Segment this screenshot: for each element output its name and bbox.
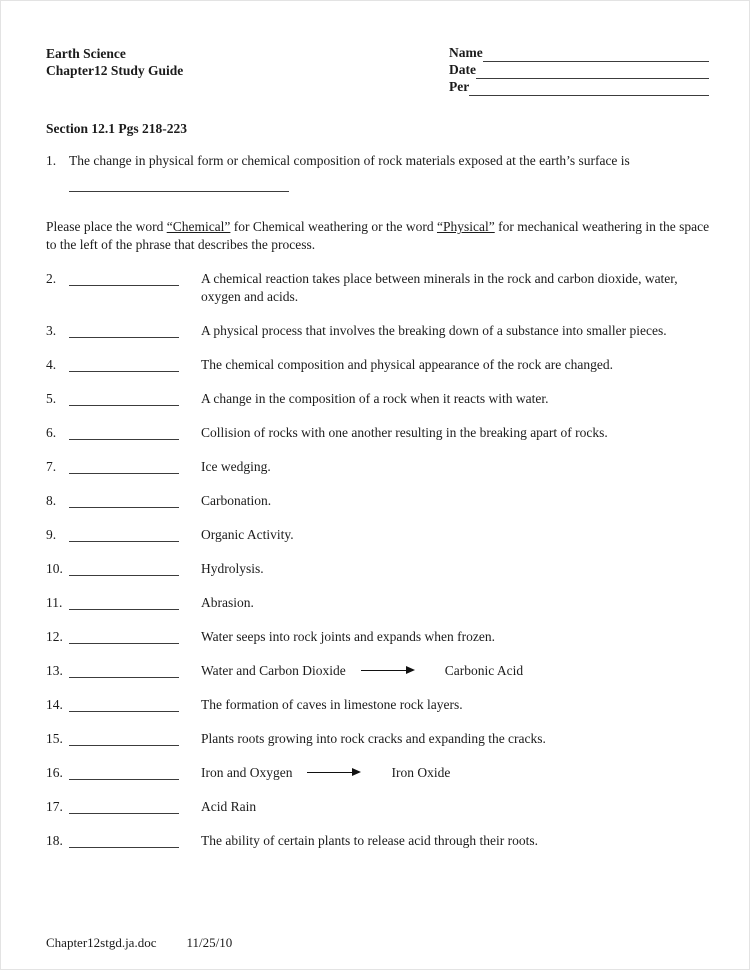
question-text: A change in the composition of a rock when it reacts with water. <box>201 391 549 406</box>
question-number: 13. <box>46 663 63 678</box>
question-text: Collision of rocks with one another resulting in the breaking apart of rocks. <box>201 425 608 440</box>
question-number: 2. <box>46 271 57 286</box>
answer-blank <box>69 492 179 508</box>
question-text: Plants roots growing into rock cracks and expanding the cracks. <box>201 731 546 746</box>
answer-blank <box>69 458 179 474</box>
question-row <box>46 594 709 612</box>
question-text: The change in physical form or chemical composition of rock materials exposed at the earth’s surface is <box>69 153 630 168</box>
answer-blank <box>69 832 179 848</box>
instructions-word-chemical: “Chemical” <box>166 219 231 234</box>
question-text: Hydrolysis. <box>201 561 264 576</box>
question-text: A physical process that involves the breaking down of a substance into smaller pieces. <box>201 323 667 338</box>
question-row <box>46 458 709 476</box>
name-field <box>449 45 709 62</box>
answer-blank <box>69 322 179 338</box>
instructions-mid: for Chemical weathering or the word <box>230 219 437 234</box>
reaction-right: Iron Oxide <box>391 765 451 780</box>
right-arrow-icon <box>361 670 413 672</box>
page-footer <box>46 934 232 952</box>
answer-blank <box>69 628 179 644</box>
answer-blank <box>69 594 179 610</box>
question-number: 4. <box>46 357 57 372</box>
name-field-blank <box>483 47 709 62</box>
question-number: 5. <box>46 391 57 406</box>
question-row <box>46 764 709 782</box>
per-field <box>449 79 709 96</box>
question-number: 14. <box>46 697 63 712</box>
question-text: Organic Activity. <box>201 527 294 542</box>
question-number: 1. <box>46 153 57 168</box>
date-field-label: Date <box>449 62 476 77</box>
answer-blank <box>69 424 179 440</box>
question-1 <box>46 152 709 170</box>
question-row <box>46 628 709 646</box>
question-row <box>46 356 709 374</box>
question-row <box>46 696 709 714</box>
question-text: Abrasion. <box>201 595 254 610</box>
reaction-left: Iron and Oxygen <box>201 765 293 780</box>
instructions-word-physical: “Physical” <box>436 219 495 234</box>
question-row <box>46 270 709 306</box>
question-text: The formation of caves in limestone rock layers. <box>201 697 463 712</box>
question-row <box>46 832 709 850</box>
question-row <box>46 424 709 442</box>
section-title: Section 12.1 Pgs 218-223 <box>46 121 187 136</box>
questions-list <box>46 270 709 850</box>
student-fields <box>449 45 709 96</box>
right-arrow-icon <box>307 772 359 774</box>
question-row <box>46 492 709 510</box>
date-field <box>449 62 709 79</box>
footer-filename: Chapter12stgd.ja.doc <box>46 935 157 950</box>
reaction-left: Water and Carbon Dioxide <box>201 663 346 678</box>
question-text: A chemical reaction takes place between minerals in the rock and carbon dioxide, water, oxygen and acids. <box>201 271 678 304</box>
reaction-right: Carbonic Acid <box>444 663 524 678</box>
instructions-pre: Please place the word <box>46 219 167 234</box>
per-field-label: Per <box>449 79 470 94</box>
instructions-post: for mechanical weathering in the space to the left of the phrase that describes the process. <box>46 219 710 252</box>
question-number: 7. <box>46 459 57 474</box>
document-title-line1: Earth Science <box>46 46 126 61</box>
document-title <box>46 45 183 96</box>
answer-blank <box>69 764 179 780</box>
answer-blank <box>69 526 179 542</box>
question-number: 3. <box>46 323 57 338</box>
instructions-paragraph <box>46 218 714 254</box>
question-number: 16. <box>46 765 63 780</box>
answer-blank <box>69 270 179 286</box>
date-field-blank <box>476 64 709 79</box>
question-text: Water seeps into rock joints and expands when frozen. <box>201 629 495 644</box>
question-row <box>46 730 709 748</box>
question-number: 12. <box>46 629 63 644</box>
name-field-label: Name <box>449 45 483 60</box>
question-text: Carbonation. <box>201 493 272 508</box>
question-row <box>46 560 709 578</box>
question-number: 6. <box>46 425 57 440</box>
question-row <box>46 662 709 680</box>
answer-blank <box>69 696 179 712</box>
question-row <box>46 798 709 816</box>
question-number: 8. <box>46 493 57 508</box>
per-field-blank <box>469 81 709 96</box>
question-number: 10. <box>46 561 63 576</box>
page-header <box>46 45 709 96</box>
question-text <box>201 764 709 782</box>
answer-blank <box>69 730 179 746</box>
question-number: 9. <box>46 527 57 542</box>
question-text: Ice wedging. <box>201 459 271 474</box>
question-number: 11. <box>46 595 63 610</box>
document-title-line2: Chapter12 Study Guide <box>46 63 184 78</box>
question-text <box>201 662 709 680</box>
question-text: Acid Rain <box>201 799 257 814</box>
answer-blank <box>69 176 289 192</box>
answer-blank <box>69 662 179 678</box>
question-text: The chemical composition and physical appearance of the rock are changed. <box>201 357 613 372</box>
answer-blank <box>69 560 179 576</box>
question-row <box>46 526 709 544</box>
footer-date: 11/25/10 <box>186 935 233 950</box>
answer-blank <box>69 390 179 406</box>
answer-blank <box>69 798 179 814</box>
answer-blank <box>69 356 179 372</box>
question-row <box>46 322 709 340</box>
question-text: The ability of certain plants to release acid through their roots. <box>201 833 539 848</box>
question-number: 17. <box>46 799 63 814</box>
question-number: 15. <box>46 731 63 746</box>
question-row <box>46 390 709 408</box>
question-number: 18. <box>46 833 63 848</box>
